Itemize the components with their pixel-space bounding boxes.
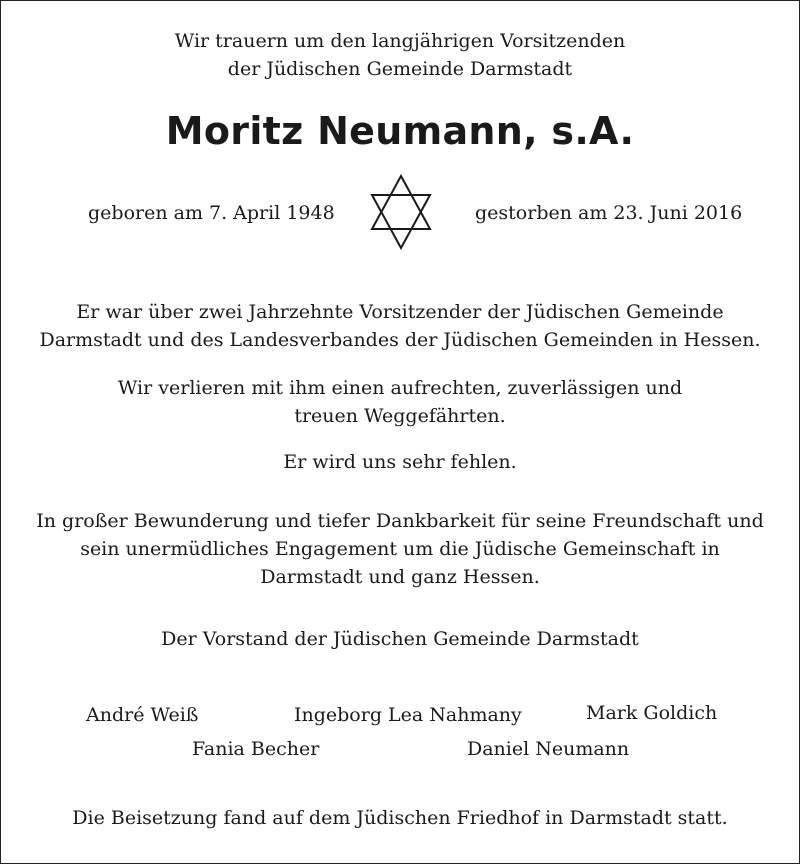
signatory-name: Daniel Neumann (467, 738, 630, 760)
deceased-name: Moritz Neumann, s.A. (165, 109, 635, 153)
star-of-david-icon (368, 174, 434, 250)
birth-date: geboren am 7. April 1948 (88, 202, 335, 224)
death-date: gestorben am 23. Juni 2016 (475, 202, 743, 224)
body-p4-line-3: Darmstadt und ganz Hessen. (260, 566, 540, 588)
board-signature: Der Vorstand der Jüdischen Gemeinde Darmstadt (161, 628, 639, 650)
body-p1-line-2: Darmstadt und des Landesverbandes der Jüdischen Gemeinden in Hessen. (39, 329, 761, 351)
body-p2-line-2: treuen Weggefährten. (294, 405, 506, 427)
header-line-2: der Jüdischen Gemeinde Darmstadt (227, 58, 573, 80)
signatory-name: André Weiß (86, 704, 199, 726)
body-p1-line-1: Er war über zwei Jahrzehnte Vorsitzender der Jüdischen Gemeinde (76, 301, 724, 323)
signatory-name: Ingeborg Lea Nahmany (294, 704, 522, 726)
signatory-name: Mark Goldich (586, 702, 718, 724)
burial-note: Die Beisetzung fand auf dem Jüdischen Friedhof in Darmstadt statt. (72, 807, 728, 829)
body-p3: Er wird uns sehr fehlen. (283, 451, 517, 473)
header-line-1: Wir trauern um den langjährigen Vorsitzenden (174, 30, 626, 52)
body-p4-line-1: In großer Bewunderung und tiefer Dankbarkeit für seine Freundschaft und (36, 510, 764, 532)
signatory-name: Fania Becher (192, 738, 320, 760)
body-p4-line-2: sein unermüdliches Engagement um die Jüdische Gemeinschaft in (80, 538, 720, 560)
body-p2-line-1: Wir verlieren mit ihm einen aufrechten, zuverlässigen und (117, 377, 683, 399)
